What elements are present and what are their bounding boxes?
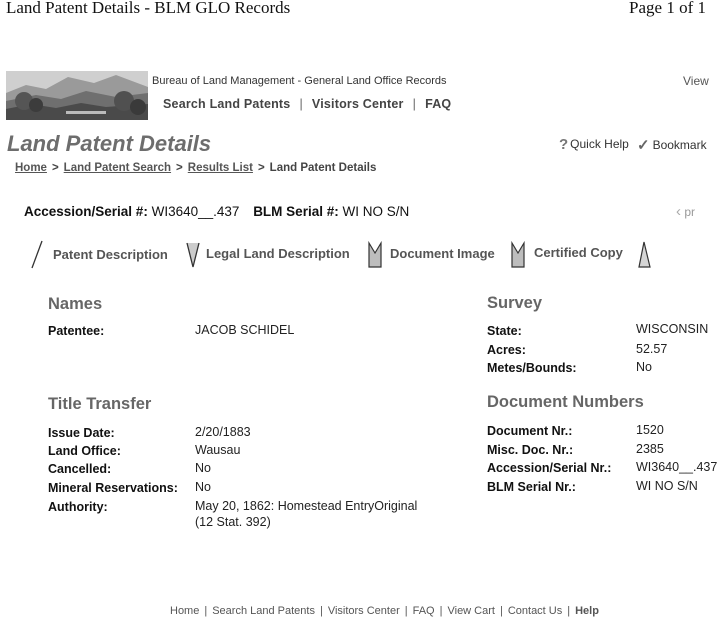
breadcrumb-land-patent-search[interactable]: Land Patent Search	[63, 162, 172, 174]
survey-acres-value: 52.57	[636, 342, 668, 356]
footer-visitors-center[interactable]: Visitors Center	[327, 605, 400, 617]
tab-divider-icon	[510, 239, 526, 269]
footer-faq[interactable]: FAQ	[412, 605, 435, 617]
footer-separator: |	[499, 605, 503, 617]
mineral-reservations-value: No	[195, 480, 211, 494]
survey-state-value: WISCONSIN	[636, 322, 709, 336]
breadcrumb-separator: >	[176, 162, 183, 174]
tab-divider-icon	[367, 239, 383, 269]
breadcrumb-home[interactable]: Home	[15, 162, 47, 174]
blm-serial-label: BLM Serial #:	[253, 204, 339, 219]
breadcrumb-results-list[interactable]: Results List	[187, 162, 253, 174]
print-page-number: Page 1 of 1	[629, 0, 706, 17]
issue-date-label: Issue Date:	[48, 426, 115, 440]
document-numbers-heading: Document Numbers	[487, 393, 644, 411]
footer-search-land-patents[interactable]: Search Land Patents	[212, 605, 315, 617]
bookmark-label: Bookmark	[652, 138, 707, 152]
authority-value: May 20, 1862: Homestead EntryOriginal	[195, 499, 418, 513]
authority-statute: (12 Stat. 392)	[195, 515, 271, 529]
accession-value: WI3640__.437	[151, 204, 240, 219]
blm-serial-value: WI NO S/N	[342, 204, 410, 219]
breadcrumb-current: Land Patent Details	[269, 162, 377, 174]
nav-search-land-patents[interactable]: Search Land Patents	[163, 97, 291, 111]
print-page-title: Land Patent Details - BLM GLO Records	[6, 0, 291, 17]
names-heading: Names	[48, 295, 103, 313]
accession-serial-nr-value: WI3640__.437	[636, 460, 717, 474]
blm-serial-nr-value: WI NO S/N	[636, 479, 698, 493]
survey-heading: Survey	[487, 294, 543, 312]
tab-legal-land-description[interactable]: Legal Land Description	[206, 246, 350, 261]
nav-separator: |	[412, 97, 417, 111]
land-office-label: Land Office:	[48, 444, 121, 458]
mineral-reservations-label: Mineral Reservations:	[48, 481, 178, 495]
page-title: Land Patent Details	[7, 131, 212, 156]
tab-divider-icon	[636, 239, 652, 269]
footer-contact-us[interactable]: Contact Us	[507, 605, 563, 617]
nav-visitors-center[interactable]: Visitors Center	[311, 97, 404, 111]
patentee-value: JACOB SCHIDEL	[195, 323, 295, 337]
question-icon: ?	[559, 136, 569, 153]
survey-metes-value: No	[636, 360, 652, 374]
footer-navigation	[170, 605, 599, 617]
document-nr-label: Document Nr.:	[487, 424, 573, 438]
previous-label: pr	[684, 205, 696, 219]
misc-doc-nr-label: Misc. Doc. Nr.:	[487, 443, 574, 457]
nav-separator: |	[299, 97, 303, 111]
tab-certified-copy[interactable]: Certified Copy	[534, 245, 623, 260]
accession-serial-nr-label: Accession/Serial Nr.:	[487, 461, 612, 475]
footer-help[interactable]: Help	[575, 605, 599, 617]
footer-separator: |	[204, 605, 208, 617]
document-nr-value: 1520	[636, 423, 664, 437]
breadcrumb-separator: >	[51, 162, 59, 174]
survey-acres-label: Acres:	[487, 343, 526, 357]
misc-doc-nr-value: 2385	[636, 442, 664, 456]
chevron-left-icon: ‹	[676, 203, 681, 220]
survey-state-label: State:	[487, 324, 522, 338]
breadcrumb	[15, 162, 376, 174]
footer-separator: |	[319, 605, 323, 617]
tab-document-image[interactable]: Document Image	[390, 246, 495, 261]
footer-separator: |	[439, 605, 443, 617]
previous-link[interactable]	[676, 203, 695, 220]
quick-help-label: Quick Help	[570, 137, 629, 151]
patentee-label: Patentee:	[48, 324, 105, 338]
banner-landscape-image	[6, 71, 148, 120]
breadcrumb-separator: >	[257, 162, 265, 174]
authority-label: Authority:	[48, 500, 108, 514]
footer-home[interactable]: Home	[170, 605, 200, 617]
blm-serial-nr-label: BLM Serial Nr.:	[487, 480, 576, 494]
checkmark-icon: ✓	[637, 137, 650, 154]
bookmark-link[interactable]	[637, 136, 707, 154]
survey-metes-label: Metes/Bounds:	[487, 361, 577, 375]
accession-line	[24, 204, 409, 219]
tab-patent-description[interactable]: Patent Description	[53, 247, 168, 262]
tab-divider-icon	[30, 239, 46, 269]
accession-label: Accession/Serial #:	[24, 204, 148, 219]
footer-view-cart[interactable]: View Cart	[447, 605, 495, 617]
cancelled-value: No	[195, 461, 211, 475]
top-navigation	[163, 97, 451, 111]
quick-help-link[interactable]	[559, 136, 629, 153]
nav-faq[interactable]: FAQ	[425, 97, 452, 111]
issue-date-value: 2/20/1883	[195, 425, 251, 439]
title-transfer-heading: Title Transfer	[48, 395, 152, 413]
tab-divider-icon	[185, 239, 201, 269]
land-office-value: Wausau	[195, 443, 241, 457]
footer-separator: |	[567, 605, 571, 617]
footer-separator: |	[404, 605, 408, 617]
tab-bar	[30, 239, 670, 269]
agency-name: Bureau of Land Management - General Land Office Records	[152, 75, 447, 87]
cancelled-label: Cancelled:	[48, 462, 112, 476]
view-link[interactable]: View	[683, 74, 709, 88]
